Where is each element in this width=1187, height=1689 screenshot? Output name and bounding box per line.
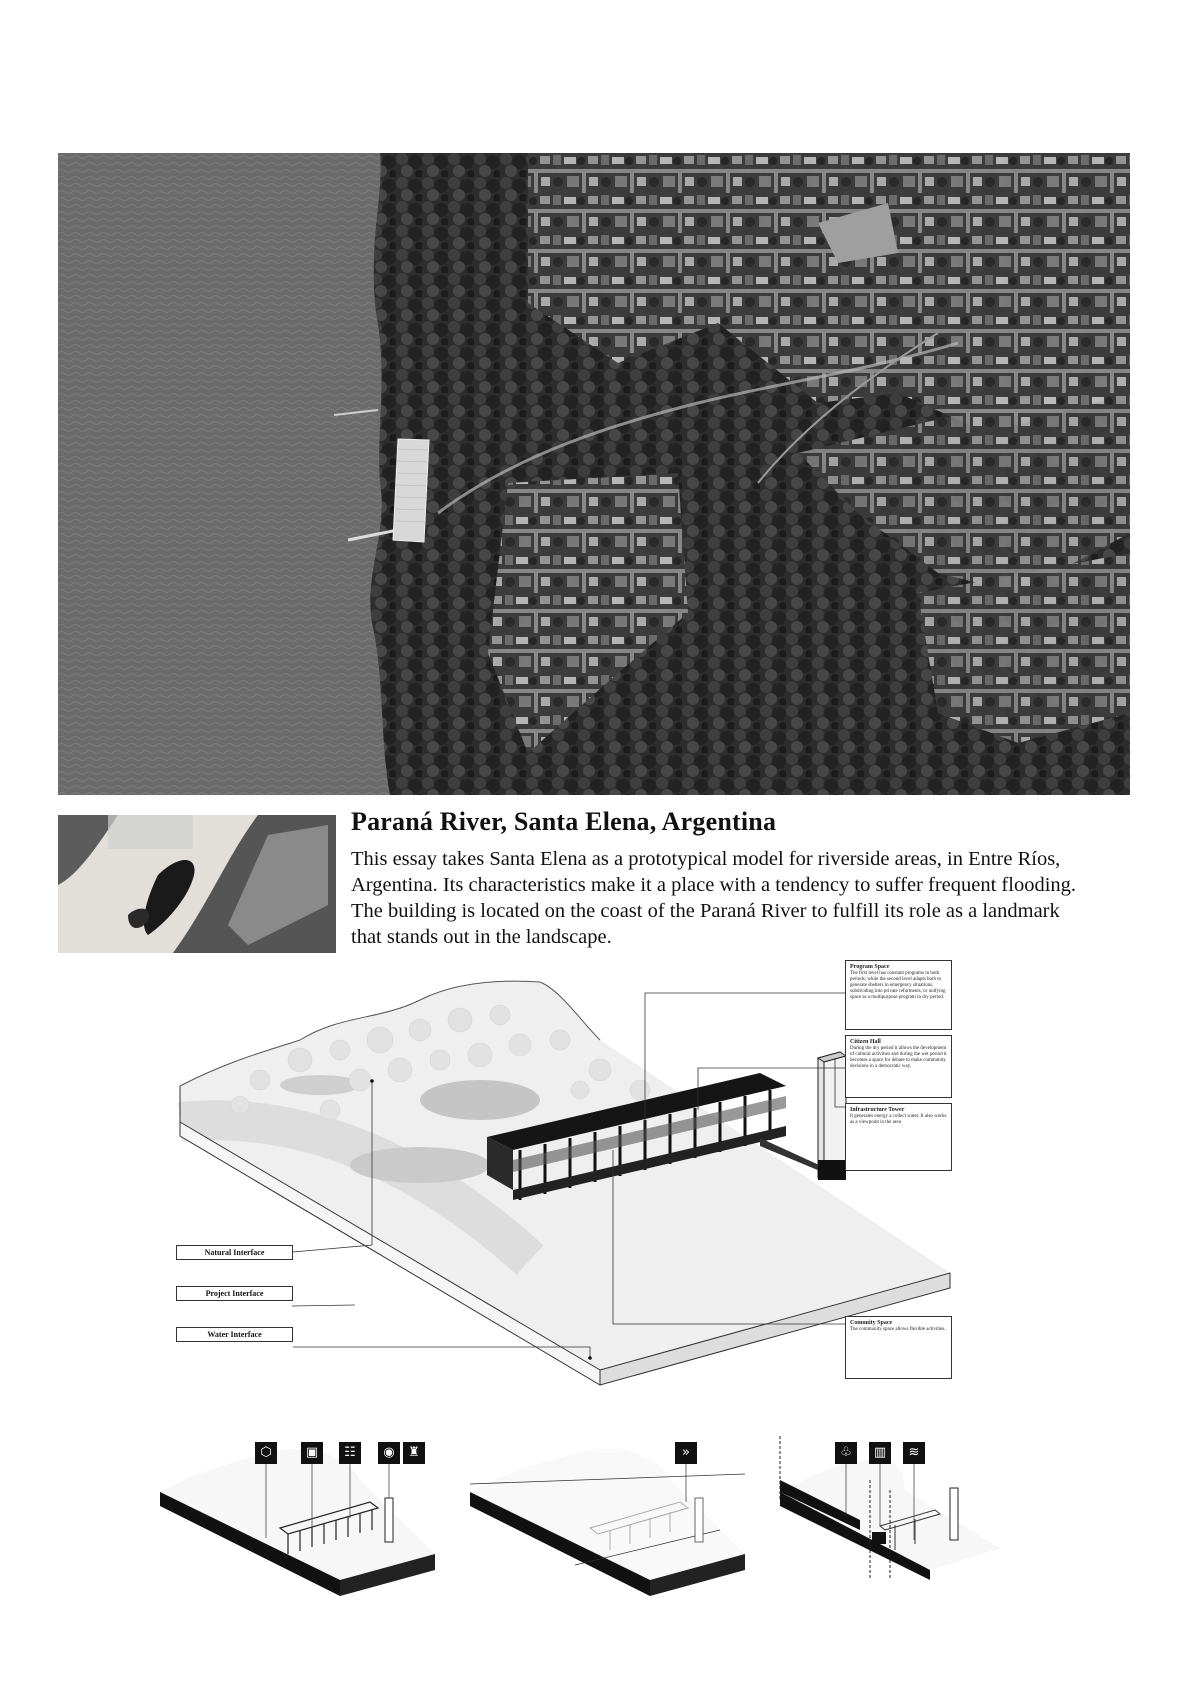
callout-title: Infrastructure Tower [850, 1107, 905, 1113]
callout-text: The first level has constant programs in both periods, while the second level adapts both to generate shelters in emergency situations, subdividing into private refurments, or unifying space as a multipurpose program in dry period. [850, 971, 946, 1000]
callout-text: The community space allows flexible activities. [850, 1327, 946, 1332]
essay-line: This essay takes Santa Elena as a prototypical model for riverside areas, in Entre Ríos, [351, 848, 1061, 870]
waves-icon: ≋ [903, 1442, 925, 1464]
eye-icon: ◉ [378, 1442, 400, 1464]
label-project-interface: Project Interface [176, 1286, 293, 1301]
mini-diagram-2 [470, 1449, 745, 1596]
label-water-interface: Water Interface [176, 1327, 293, 1342]
callout-citizen-hall [845, 1035, 952, 1098]
cube-icon: ▣ [301, 1442, 323, 1464]
callout-title: Comunity Space [850, 1320, 893, 1326]
callout-title: Program Space [850, 964, 890, 970]
label-natural-interface: Natural Interface [176, 1245, 293, 1260]
essay-line: that stands out in the landscape. [351, 926, 612, 948]
location-thumbnail [58, 815, 336, 953]
tower-icon: ♜ [403, 1442, 425, 1464]
callout-program-space [845, 960, 952, 1030]
axonometric-diagram [0, 960, 1187, 1430]
mini-diagrams [0, 1430, 1187, 1684]
building-icon: ▥ [869, 1442, 891, 1464]
callout-title: Citizen Hall [850, 1039, 881, 1045]
callout-text: It generates energy a collect water. It also works as a viewpoint in the area [850, 1114, 947, 1125]
crowd-icon: ☷ [339, 1442, 361, 1464]
callout-comunity-space [845, 1316, 952, 1379]
essay-text [351, 846, 1141, 950]
box-icon: ⬡ [255, 1442, 277, 1464]
forward-icon: » [675, 1442, 697, 1464]
essay-line: The building is located on the coast of the Paraná River to fulfill its role as a landmark [351, 900, 1060, 922]
mini-diagram-1 [160, 1449, 435, 1596]
callout-infrastructure-tower [845, 1103, 952, 1171]
essay-line: Argentina. Its characteristics make it a place with a tendency to suffer frequent flooding. [351, 874, 1077, 896]
page-title: Paraná River, Santa Elena, Argentina [351, 807, 777, 836]
callout-text: During the dry period it allows the development of cultural activities and during the wet period it becomes a space for debate to make community decisions in a democratic way. [850, 1046, 947, 1069]
aerial-photo [58, 153, 1130, 795]
tree-icon: ♧ [835, 1442, 857, 1464]
